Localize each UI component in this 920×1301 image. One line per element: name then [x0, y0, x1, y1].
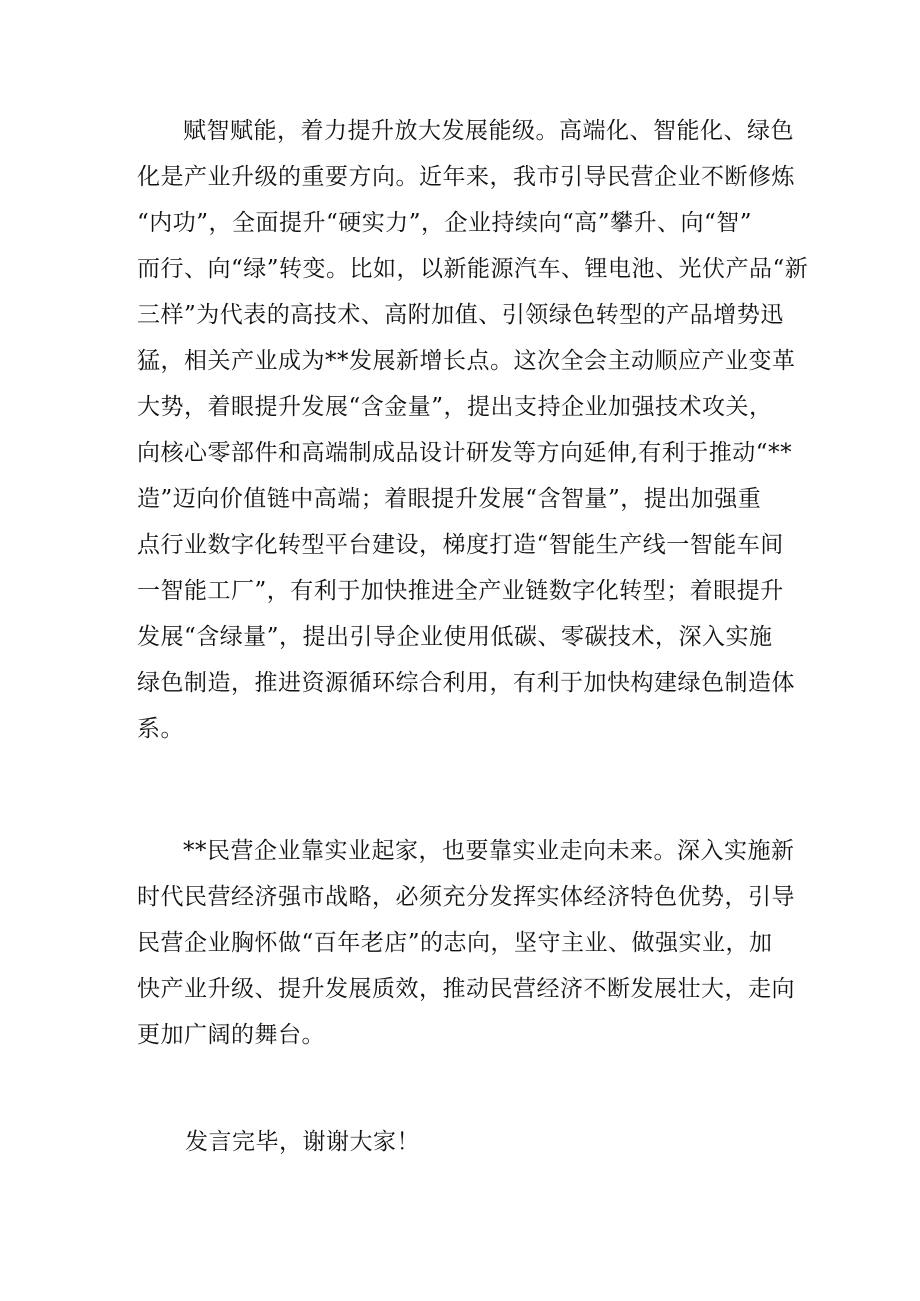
paragraph-line: 赋智赋能，着力提升放大发展能级。高端化、智能化、绿色	[183, 118, 794, 144]
paragraph-line: 发展“含绿量”，提出引导企业使用低碳、零碳技术，深入实施	[137, 624, 773, 650]
paragraph-line: 绿色制造，推进资源循环综合利用，有利于加快构建绿色制造体	[137, 670, 795, 696]
paragraph-line: 而行、向“绿”转变。比如，以新能源汽车、锂电池、光伏产品“新	[137, 256, 809, 282]
paragraph-line: 向核心零部件和高端制成品设计研发等方向延伸,有利于推动“**	[137, 440, 793, 466]
paragraph-1	[137, 108, 809, 752]
paragraph-line: 三样”为代表的高技术、高附加值、引领绿色转型的产品增势迅	[137, 302, 784, 328]
paragraph-2	[137, 828, 797, 1058]
paragraph-line: 时代民营经济强市战略，必须充分发挥实体经济特色优势，引导	[137, 884, 795, 910]
closing-remark	[137, 1119, 797, 1165]
paragraph-line: 民营企业胸怀做“百年老店”的志向，坚守主业、做强实业，加	[137, 930, 773, 956]
paragraph-line: 点行业数字化转型平台建设，梯度打造“智能生产线一智能车间	[137, 532, 784, 558]
paragraph-line: **民营企业靠实业起家，也要靠实业走向未来。深入实施新	[183, 838, 795, 864]
paragraph-line: 发言完毕，谢谢大家！	[185, 1129, 420, 1155]
paragraph-line: 猛，相关产业成为**发展新增长点。这次全会主动顺应产业变革	[137, 348, 796, 374]
paragraph-line: 一智能工厂”，有利于加快推进全产业链数字化转型；着眼提升	[137, 578, 784, 604]
paragraph-line: 化是产业升级的重要方向。近年来，我市引导民营企业不断修炼	[137, 164, 795, 190]
paragraph-line: 更加广阔的舞台。	[137, 1022, 325, 1048]
paragraph-line: 大势，着眼提升发展“含金量”，提出支持企业加强技术攻关，	[137, 394, 773, 420]
paragraph-line: 造”迈向价值链中高端；着眼提升发展“含智量”，提出加强重	[137, 486, 762, 512]
paragraph-line: 系。	[137, 716, 184, 742]
paragraph-line: 快产业升级、提升发展质效，推动民营经济不断发展壮大，走向	[137, 976, 795, 1002]
paragraph-line: “内功”，全面提升“硬实力”，企业持续向“高”攀升、向“智”	[137, 210, 753, 236]
